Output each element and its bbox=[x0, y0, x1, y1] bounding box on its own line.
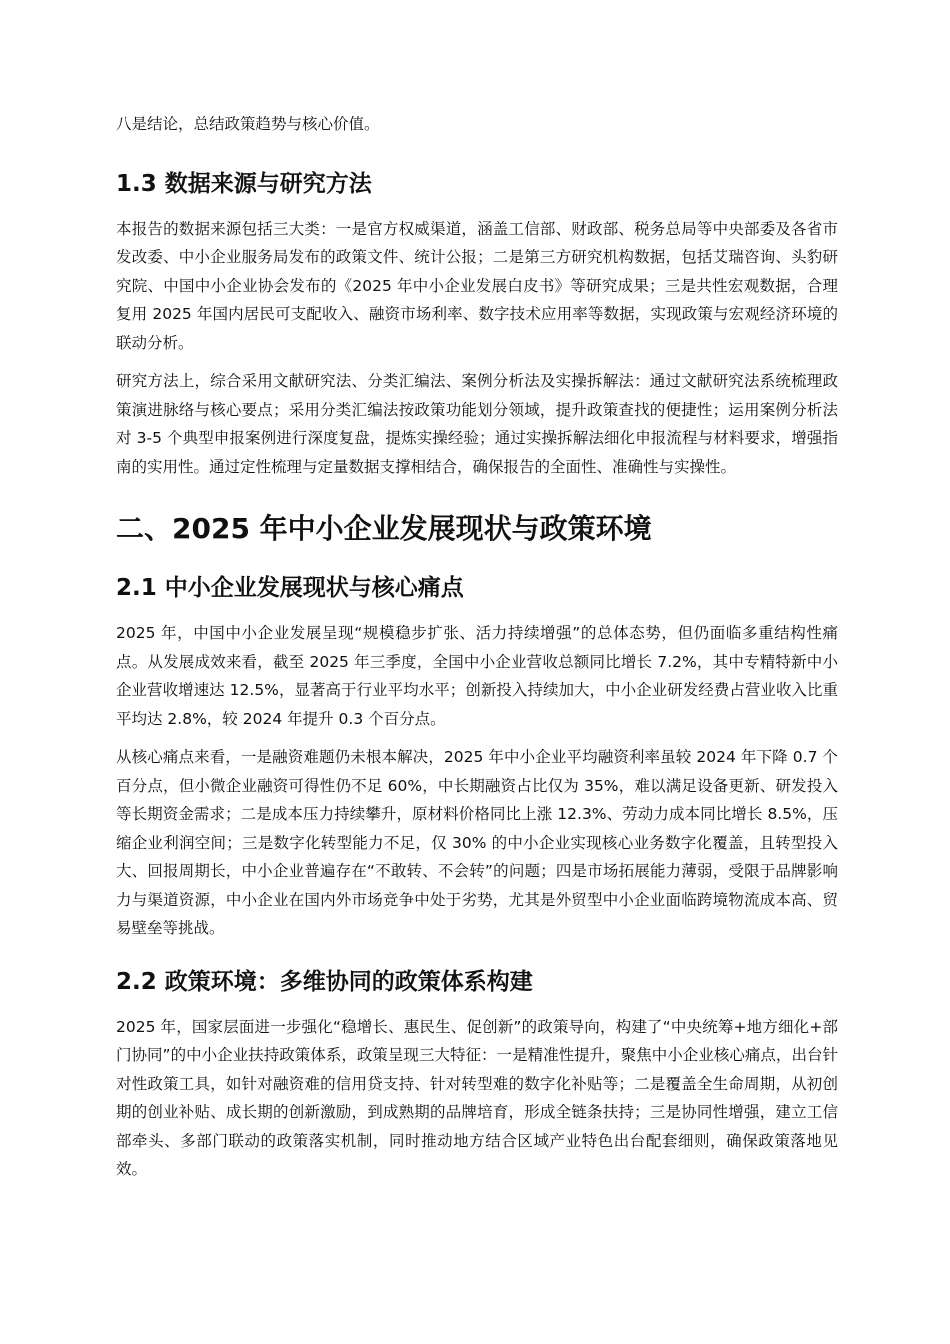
section-2-1-heading: 2.1 中小企业发展现状与核心痛点 bbox=[116, 575, 464, 601]
intro-paragraph: 八是结论，总结政策趋势与核心价值。 bbox=[116, 115, 380, 133]
section-1-3-heading: 1.3 数据来源与研究方法 bbox=[116, 170, 372, 197]
section-1-3-paragraph-2: 研究方法上，综合采用文献研究法、分类汇编法、案例分析法及实操拆解法：通过文献研究法系统梳理政策演进脉络与核心要点；采用分类汇编法按政策功能划分领域，提升政策查找的便捷性；运用案例分析法对 3-5 个典型申报案例进行深度复盘，提炼实操经验；通过实操拆解法细化申报流程与材料要求，增强指南的实用性。通过定性梳理与定量数据支撑相结合，确保报告的全面性、准确性与实操性。 bbox=[116, 372, 838, 476]
section-2-2-heading: 2.2 政策环境：多维协同的政策体系构建 bbox=[116, 968, 533, 995]
section-2-2-paragraph-1: 2025 年，国家层面进一步强化“稳增长、惠民生、促创新”的政策导向，构建了“中央统筹+地方细化+部门协同”的中小企业扶持政策体系，政策呈现三大特征：一是精准性提升，聚焦中小企业核心痛点，出台针对性政策工具，如针对融资难的信用贷支持、针对转型难的数字化补贴等；二是覆盖全生命周期，从初创期的创业补贴、成长期的创新激励，到成熟期的品牌培育，形成全链条扶持；三是协同性增强，建立工信部牵头、多部门联动的政策落实机制，同时推动地方结合区域产业特色出台配套细则，确保政策落地见效。 bbox=[116, 1017, 838, 1178]
chapter-2-heading: 二、2025 年中小企业发展现状与政策环境 bbox=[116, 512, 652, 545]
section-2-1-paragraph-1: 2025 年，中国中小企业发展呈现“规模稳步扩张、活力持续增强”的总体态势，但仍面临多重结构性痛点。从发展成效来看，截至 2025 年三季度，全国中小企业营收总额同比增长 7.2%，其中专精特新中小企业营收增速达 12.5%，显著高于行业平均水平；创新投入持续加大，中小企业研发经费占营业收入比重平均达 2.8%，较 2024 年提升 0.3 个百分点。 bbox=[116, 624, 838, 728]
section-1-3-paragraph-1: 本报告的数据来源包括三大类：一是官方权威渠道，涵盖工信部、财政部、税务总局等中央部委及各省市发改委、中小企业服务局发布的政策文件、统计公报；二是第三方研究机构数据，包括艾瑞咨询、头豹研究院、中国中小企业协会发布的《2025 年中小企业发展白皮书》等研究成果；三是共性宏观数据，合理复用 2025 年国内居民可支配收入、融资市场利率、数字技术应用率等数据，实现政策与宏观经济环境的联动分析。 bbox=[116, 219, 838, 352]
document-page bbox=[116, 110, 838, 1194]
section-2-1-paragraph-2: 从核心痛点来看，一是融资难题仍未根本解决，2025 年中小企业平均融资利率虽较 2024 年下降 0.7 个百分点，但小微企业融资可得性仍不足 60%，中长期融资占比仅为 35%，难以满足设备更新、研发投入等长期资金需求；二是成本压力持续攀升，原材料价格同比上涨 12.3%、劳动力成本同比增长 8.5%，压缩企业利润空间；三是数字化转型能力不足，仅 30% 的中小企业实现核心业务数字化覆盖，且转型投入大、回报周期长，中小企业普遍存在“不敢转、不会转”的问题；四是市场拓展能力薄弱，受限于品牌影响力与渠道资源，中小企业在国内外市场竞争中处于劣势，尤其是外贸型中小企业面临跨境物流成本高、贸易壁垒等挑战。 bbox=[116, 748, 838, 937]
